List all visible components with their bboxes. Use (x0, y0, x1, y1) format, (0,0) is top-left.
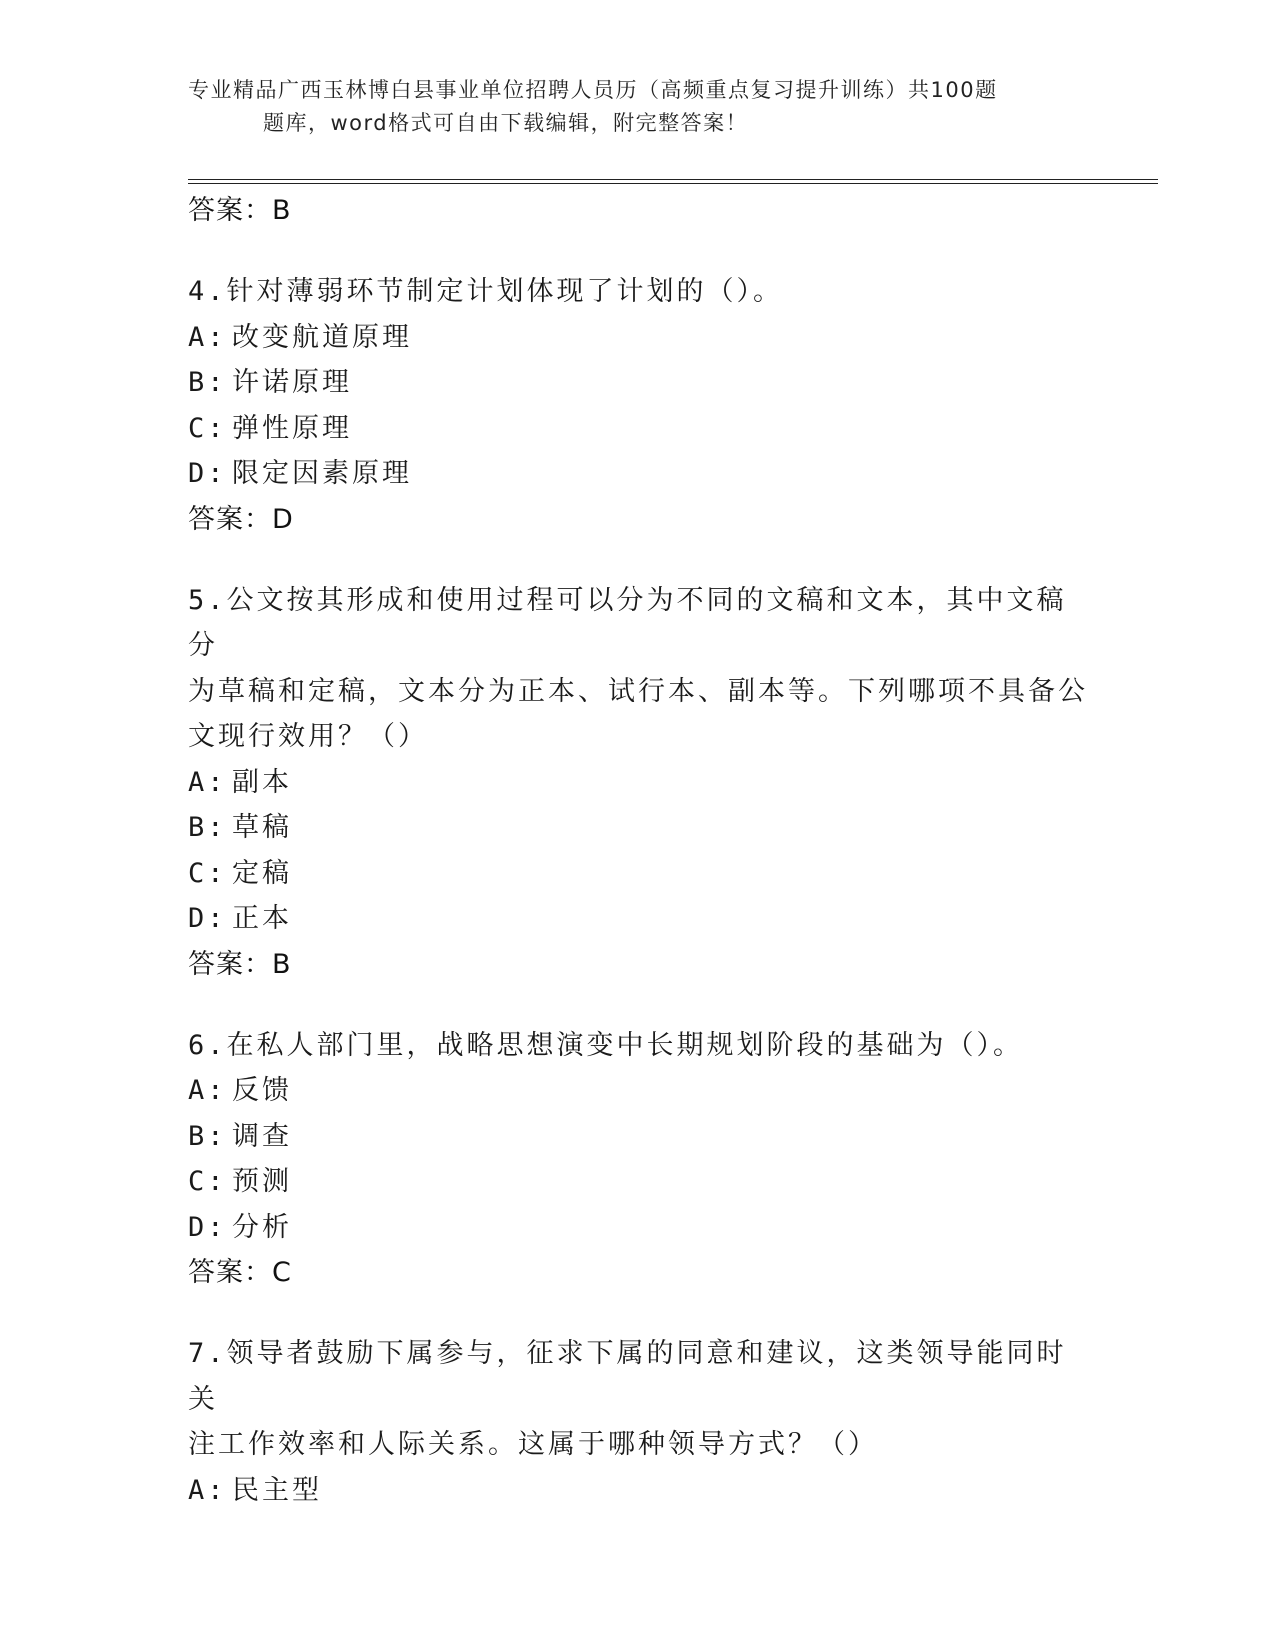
option-letter: C: (188, 1166, 227, 1197)
option-text: 许诺原理 (232, 367, 352, 398)
question-item (188, 1023, 1088, 1297)
answer-value: B (272, 195, 291, 226)
option-a (188, 315, 1088, 361)
question-text-line: 7.领导者鼓励下属参与，征求下属的同意和建议，这类领导能同时关 (188, 1338, 1067, 1415)
question-text: 4.针对薄弱环节制定计划体现了计划的（）。 (188, 276, 784, 307)
question-gap (188, 988, 1088, 1023)
option-text: 民主型 (232, 1474, 322, 1506)
option-a (188, 1468, 1088, 1514)
option-text: 正本 (232, 903, 292, 934)
option-b (188, 805, 1088, 851)
option-text: 限定因素原理 (232, 458, 412, 489)
header-line-1: 专业精品广西玉林博白县事业单位招聘人员历（高频重点复习提升训练）共100题 (188, 78, 998, 102)
option-text: 定稿 (232, 857, 292, 889)
option-letter: C: (188, 412, 227, 444)
question-text-line: 为草稿和定稿，文本分为正本、试行本、副本等。下列哪项不具备公 (188, 675, 1088, 707)
option-letter: A: (188, 766, 227, 798)
option-letter: A: (188, 321, 227, 353)
option-text: 副本 (232, 766, 292, 798)
question-gap (188, 1296, 1088, 1331)
answer-value: B (272, 948, 291, 980)
answer-label: 答案： (188, 1257, 272, 1288)
question-gap (188, 543, 1088, 578)
option-letter: B: (188, 1120, 227, 1152)
option-c (188, 406, 1088, 452)
option-text: 改变航道原理 (232, 321, 412, 353)
option-letter: B: (188, 812, 227, 843)
option-c (188, 851, 1088, 897)
question-item (188, 269, 1088, 543)
question-text-line: 注工作效率和人际关系。这属于哪种领导方式？（） (188, 1429, 878, 1460)
option-letter: D: (188, 458, 227, 489)
option-d (188, 896, 1088, 942)
question-text-line: 文现行效用？（） (188, 721, 428, 752)
option-text: 反馈 (232, 1075, 292, 1106)
answer-line (188, 188, 1088, 234)
header-line-2: 题库，word格式可自由下载编辑，附完整答案！ (263, 111, 749, 135)
option-letter: A: (188, 1474, 227, 1506)
answer-line (188, 1250, 1088, 1296)
answer-line (188, 497, 1088, 543)
header-rule-top (188, 179, 1158, 180)
option-letter: B: (188, 367, 227, 398)
option-letter: A: (188, 1075, 227, 1106)
answer-value: C (272, 1257, 291, 1288)
question-item (188, 578, 1088, 988)
option-b (188, 360, 1088, 406)
option-d (188, 1205, 1088, 1251)
option-c (188, 1159, 1088, 1205)
answer-value: D (272, 503, 293, 535)
option-text: 预测 (232, 1166, 292, 1197)
option-text: 弹性原理 (232, 412, 352, 444)
option-b (188, 1114, 1088, 1160)
header-rule-bottom (188, 183, 1158, 184)
option-d (188, 451, 1088, 497)
option-letter: D: (188, 903, 227, 934)
answer-label: 答案： (188, 195, 272, 226)
question-list (188, 188, 1088, 1513)
question-item (188, 1331, 1088, 1513)
question-text: 6.在私人部门里，战略思想演变中长期规划阶段的基础为（）。 (188, 1029, 1024, 1061)
option-letter: C: (188, 857, 227, 889)
option-text: 调查 (232, 1120, 292, 1152)
option-text: 草稿 (232, 812, 292, 843)
question-gap (188, 234, 1088, 269)
answer-label: 答案： (188, 503, 272, 535)
answer-line (188, 942, 1088, 988)
option-text: 分析 (232, 1211, 292, 1243)
answer-label: 答案： (188, 948, 272, 980)
document-header (188, 74, 1088, 140)
option-a (188, 1068, 1088, 1114)
option-a (188, 760, 1088, 806)
option-letter: D: (188, 1211, 227, 1243)
question-text-line: 5.公文按其形成和使用过程可以分为不同的文稿和文本，其中文稿分 (188, 584, 1067, 661)
